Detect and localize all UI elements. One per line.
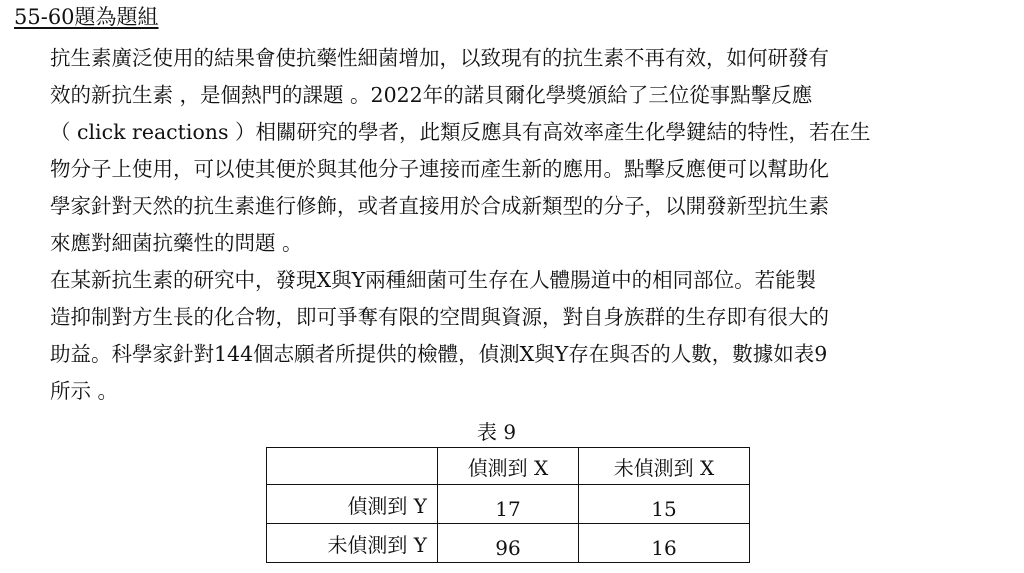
study-paragraph [50, 262, 990, 410]
table-row [267, 524, 750, 563]
paragraph-line: 物分子上使用，可以使其便於與其他分子連接而產生新的應用。點擊反應便可以幫助化 [50, 157, 829, 181]
paragraph-line: 來應對細菌抗藥性的問題 。 [50, 231, 303, 255]
paragraph-line: 造抑制對方生長的化合物，即可爭奪有限的空間與資源，對自身族群的生存即有很大的 [50, 305, 829, 329]
table-cell: 96 [438, 524, 579, 563]
table-caption: 表 9 [477, 420, 517, 444]
intro-paragraph [50, 40, 990, 262]
section-heading: 55-60題為題組 [14, 5, 159, 29]
row-header: 偵測到 Y [267, 485, 438, 524]
data-table [266, 447, 750, 563]
row-header: 未偵測到 Y [267, 524, 438, 563]
table-cell: 15 [579, 485, 750, 524]
table-cell: 17 [438, 485, 579, 524]
paragraph-line: 抗生素廣泛使用的結果會使抗藥性細菌增加，以致現有的抗生素不再有效，如何研發有 [50, 46, 829, 70]
paragraph-line: （ click reactions ）相關研究的學者，此類反應具有高效率產生化學鍵結的特性，若在生 [50, 120, 871, 144]
column-header: 未偵測到 X [579, 448, 750, 485]
paragraph-line: 學家針對天然的抗生素進行修飾，或者直接用於合成新類型的分子，以開發新型抗生素 [50, 194, 829, 218]
table-row [267, 485, 750, 524]
paragraph-line: 效的新抗生素 ，是個熱門的課題 。2022年的諾貝爾化學獎頒給了三位從事點擊反應 [50, 83, 813, 107]
paragraph-line: 所示 。 [50, 379, 119, 403]
paragraph-line: 在某新抗生素的研究中，發現X與Y兩種細菌可生存在人體腸道中的相同部位。若能製 [50, 268, 817, 292]
table-corner-cell [267, 448, 438, 485]
table-cell: 16 [579, 524, 750, 563]
column-header: 偵測到 X [438, 448, 579, 485]
table-header-row [267, 448, 750, 485]
paragraph-line: 助益。科學家針對144個志願者所提供的檢體，偵測X與Y存在與否的人數，數據如表9 [50, 342, 828, 366]
